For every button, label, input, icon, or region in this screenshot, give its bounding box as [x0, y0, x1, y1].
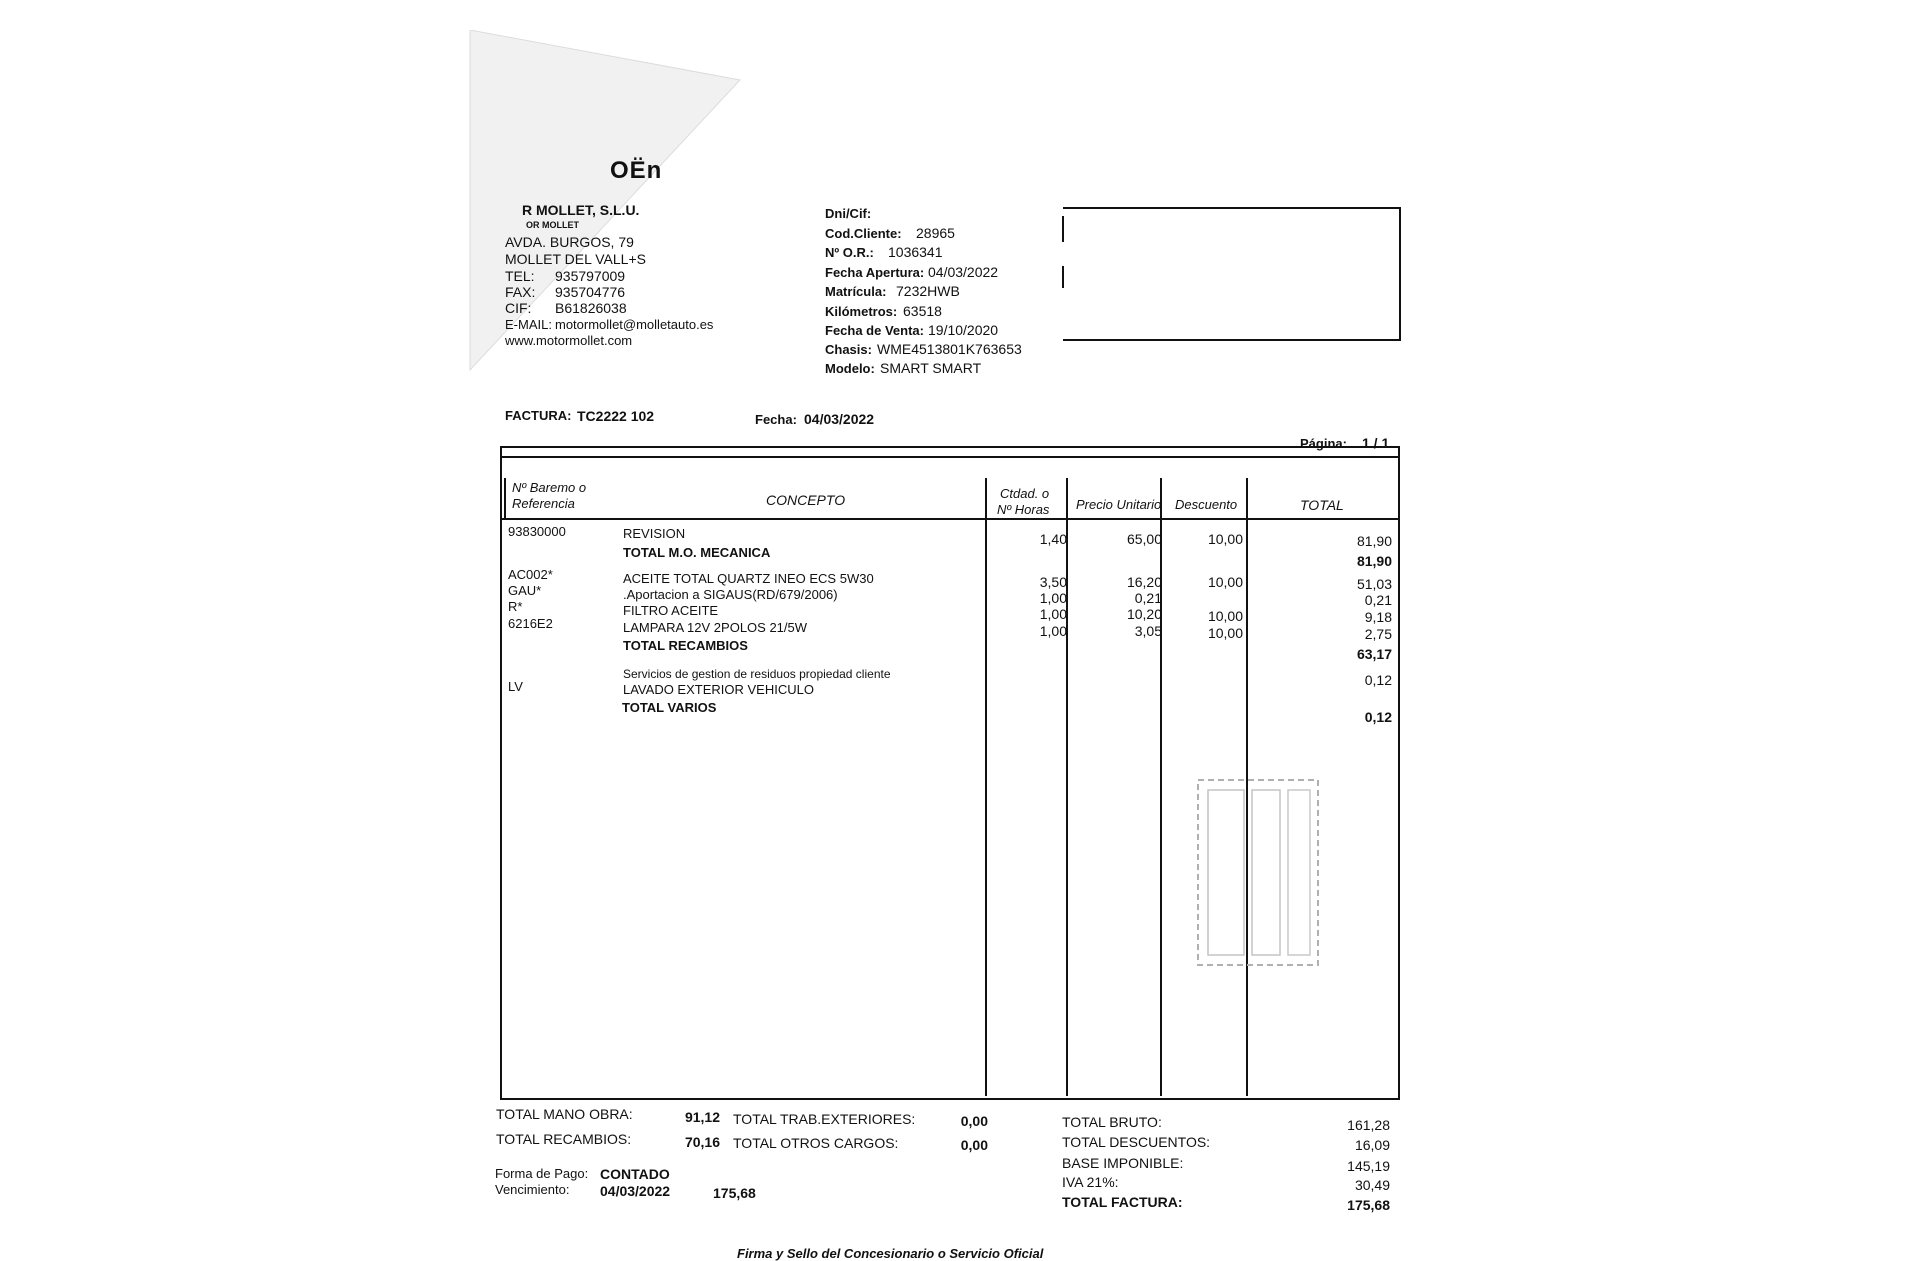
cliente-label: Cod.Cliente:: [825, 226, 902, 241]
row-1-ref: 93830000: [508, 524, 566, 539]
row-7-concepto: TOTAL RECAMBIOS: [623, 638, 748, 653]
company-city: MOLLET DEL VALL+S: [505, 251, 646, 267]
row-4-cant: 1,00: [1039, 590, 1067, 606]
client-address-box: [1063, 207, 1401, 341]
firma-caption: Firma y Sello del Concesionario o Servicio Oficial: [737, 1246, 1044, 1261]
total-factura-label: TOTAL FACTURA:: [1062, 1194, 1183, 1210]
row-7-total: 63,17: [1356, 646, 1392, 662]
modelo-value: SMART SMART: [880, 360, 982, 376]
total-recambios-label: TOTAL RECAMBIOS:: [496, 1131, 632, 1147]
matricula-label: Matrícula:: [825, 284, 887, 299]
row-6-dto: 10,00: [1207, 625, 1243, 641]
total-mano-obra-value: 91,12: [684, 1109, 720, 1125]
apertura-value: 04/03/2022: [928, 264, 999, 280]
iva-value: 30,49: [1354, 1177, 1390, 1193]
row-5-concepto: FILTRO ACEITE: [623, 603, 719, 618]
venta-value: 19/10/2020: [928, 322, 999, 338]
row-5-ref: R*: [508, 599, 523, 614]
total-mano-obra-label: TOTAL MANO OBRA:: [496, 1106, 633, 1122]
row-4-concepto: .Aportacion a SIGAUS(RD/679/2006): [623, 587, 838, 602]
header-ref-line2: Referencia: [512, 496, 575, 511]
dni-label: Dni/Cif:: [825, 206, 872, 221]
row-4-ref: GAU*: [508, 583, 542, 598]
row-6-cant: 1,00: [1039, 623, 1067, 639]
row-1-dto: 10,00: [1207, 531, 1243, 547]
row-8-total: 0,12: [1364, 672, 1392, 688]
col-sep-ref: [504, 478, 506, 518]
vencimiento-date: 04/03/2022: [600, 1183, 671, 1199]
header-precio: Precio Unitario: [1076, 497, 1162, 512]
total-bruto-value: 161,28: [1347, 1117, 1390, 1133]
row-5-cant: 1,00: [1039, 606, 1067, 622]
fecha-value: 04/03/2022: [804, 411, 875, 427]
fecha-label: Fecha:: [755, 412, 797, 427]
company-sub: OR MOLLET: [526, 220, 579, 230]
row-4-precio: 0,21: [1134, 590, 1162, 606]
modelo-label: Modelo:: [825, 361, 875, 376]
row-9-concepto: LAVADO EXTERIOR VEHICULO: [623, 682, 814, 697]
factura-number: TC2222 102: [577, 408, 655, 424]
row-5-precio: 10,20: [1126, 606, 1162, 622]
row-10-total: 0,12: [1364, 709, 1392, 725]
factura-label: FACTURA:: [505, 408, 572, 423]
company-name: R MOLLET, S.L.U.: [522, 202, 640, 218]
iva-label: IVA 21%:: [1062, 1174, 1119, 1190]
venta-label: Fecha de Venta:: [825, 323, 924, 338]
row-3-total: 51,03: [1356, 576, 1392, 592]
matricula-value: 7232HWB: [896, 283, 960, 299]
row-8-concepto: Servicios de gestion de residuos propiedad cliente: [623, 667, 891, 681]
row-3-ref: AC002*: [508, 567, 553, 582]
row-6-precio: 3,05: [1134, 623, 1162, 639]
total-trab-ext-value: 0,00: [960, 1113, 988, 1129]
header-cant-line2: Nº Horas: [997, 502, 1050, 517]
row-2-total: 81,90: [1356, 553, 1392, 569]
row-1-concepto: REVISION: [623, 526, 686, 541]
row-10-concepto: TOTAL VARIOS: [622, 700, 717, 715]
brand-logo-text: OËn: [610, 157, 663, 184]
forma-pago-value: CONTADO: [600, 1166, 670, 1182]
table-top-rule: [502, 456, 1398, 458]
row-5-total: 9,18: [1364, 609, 1392, 625]
apertura-label: Fecha Apertura:: [825, 265, 925, 280]
pagina-label: Página:: [1300, 436, 1347, 451]
row-6-total: 2,75: [1364, 626, 1392, 642]
row-4-total: 0,21: [1364, 592, 1392, 608]
company-fax-label: FAX:: [505, 284, 536, 300]
total-descuentos-value: 16,09: [1354, 1137, 1390, 1153]
row-1-cant: 1,40: [1039, 531, 1067, 547]
company-fax: 935704776: [555, 284, 626, 300]
row-3-dto: 10,00: [1207, 574, 1243, 590]
col-sep-cant: [985, 478, 987, 1096]
row-1-total: 81,90: [1356, 533, 1392, 549]
company-email: motormollet@molletauto.es: [555, 317, 714, 332]
or-value: 1036341: [888, 244, 943, 260]
row-5-dto: 10,00: [1207, 608, 1243, 624]
total-otros-value: 0,00: [960, 1137, 988, 1153]
company-email-label: E-MAIL:: [505, 317, 552, 332]
row-6-ref: 6216E2: [508, 616, 553, 631]
header-ref-line1: Nº Baremo o: [512, 480, 587, 495]
header-total: TOTAL: [1300, 497, 1344, 513]
row-2-concepto: TOTAL M.O. MECANICA: [623, 545, 771, 560]
total-otros-label: TOTAL OTROS CARGOS:: [733, 1135, 899, 1151]
km-value: 63518: [903, 303, 942, 319]
company-cif-label: CIF:: [505, 300, 532, 316]
total-factura-value: 175,68: [1347, 1197, 1390, 1213]
row-3-cant: 3,50: [1039, 574, 1067, 590]
row-6-concepto: LAMPARA 12V 2POLOS 21/5W: [623, 620, 808, 635]
company-web: www.motormollet.com: [505, 333, 633, 348]
km-label: Kilómetros:: [825, 304, 898, 319]
chasis-value: WME4513801K763653: [877, 341, 1022, 357]
chasis-label: Chasis:: [825, 342, 872, 357]
cliente-value: 28965: [916, 225, 955, 241]
header-concepto: CONCEPTO: [766, 492, 846, 508]
company-cif: B61826038: [555, 300, 627, 316]
client-box-left-tick-1: [1062, 216, 1064, 242]
total-descuentos-label: TOTAL DESCUENTOS:: [1062, 1134, 1211, 1150]
vencimiento-label: Vencimiento:: [495, 1182, 570, 1197]
or-label: Nº O.R.:: [825, 245, 874, 260]
total-recambios-value: 70,16: [684, 1134, 720, 1150]
row-3-precio: 16,20: [1126, 574, 1162, 590]
table-header-rule: [502, 518, 1398, 520]
row-9-ref: LV: [508, 679, 523, 694]
company-address: AVDA. BURGOS, 79: [505, 234, 634, 250]
base-imponible-value: 145,19: [1347, 1158, 1390, 1174]
company-tel: 935797009: [555, 268, 626, 284]
pagina-value: 1 / 1: [1362, 435, 1390, 451]
base-imponible-label: BASE IMPONIBLE:: [1062, 1155, 1184, 1171]
col-sep-precio: [1066, 478, 1068, 1096]
row-3-concepto: ACEITE TOTAL QUARTZ INEO ECS 5W30: [623, 571, 874, 586]
header-descuento: Descuento: [1175, 497, 1238, 512]
forma-pago-label: Forma de Pago:: [495, 1166, 589, 1181]
col-sep-dto: [1160, 478, 1162, 1096]
row-1-precio: 65,00: [1126, 531, 1162, 547]
total-trab-ext-label: TOTAL TRAB.EXTERIORES:: [733, 1111, 916, 1127]
company-tel-label: TEL:: [505, 268, 535, 284]
total-bruto-label: TOTAL BRUTO:: [1062, 1114, 1162, 1130]
client-box-left-tick-2: [1062, 266, 1064, 288]
header-cant-line1: Ctdad. o: [1000, 486, 1050, 501]
rubber-stamp-mark: [1192, 772, 1327, 977]
vencimiento-amount: 175,68: [713, 1185, 756, 1201]
